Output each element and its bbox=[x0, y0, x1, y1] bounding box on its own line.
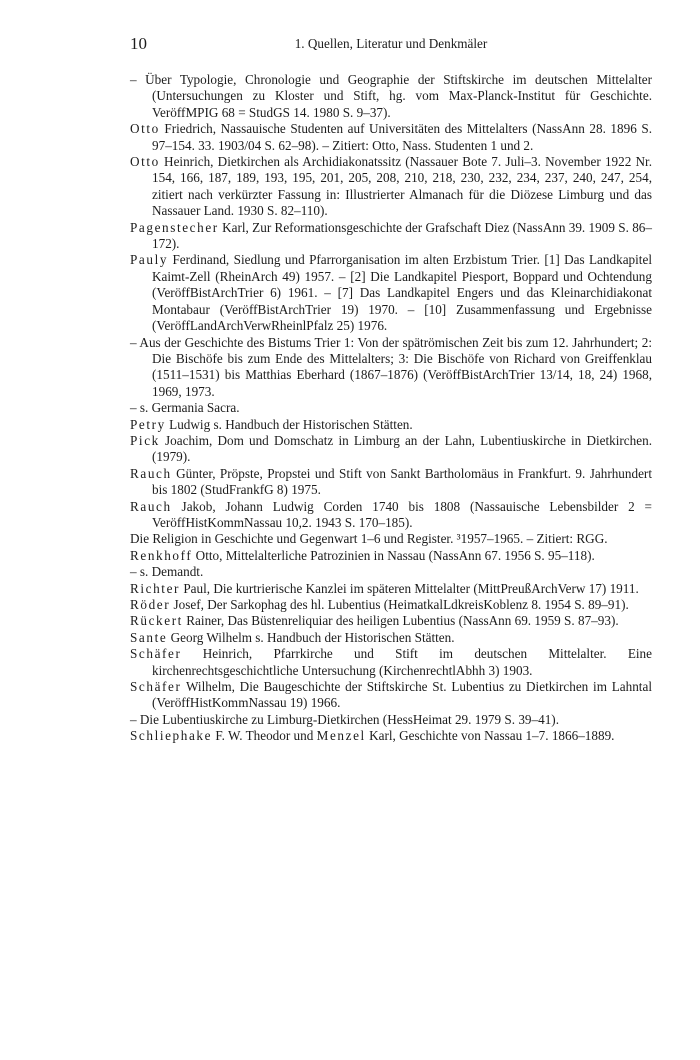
bibliography-entry bbox=[130, 630, 652, 646]
entry-author: Röder bbox=[130, 597, 171, 612]
bibliography-entry bbox=[130, 597, 652, 613]
entry-text: Georg Wilhelm s. Handbuch der Historischen Stätten. bbox=[167, 629, 455, 645]
entry-text: Heinrich, Pfarrkirche und Stift im deutschen Mittelalter. Eine kirchenrechtsgeschichtliche Untersuchung (KirchenrechtlAbhh 3) 1903. bbox=[152, 646, 652, 678]
bibliography-entry bbox=[130, 728, 652, 744]
entry-text: Josef, Der Sarkophag des hl. Lubentius (HeimatkalLdkreisKoblenz 8. 1954 S. 89–91). bbox=[170, 597, 629, 612]
bibliography-entry bbox=[130, 564, 652, 580]
entry-text: – s. Germania Sacra. bbox=[130, 400, 240, 416]
entry-author: Petry bbox=[130, 416, 166, 432]
entry-text-continued: Karl, Geschichte von Nassau 1–7. 1866–1889. bbox=[365, 728, 615, 744]
entry-text: Karl, Zur Reformationsgeschichte der Grafschaft Diez (NassAnn 39. 1909 S. 86–172). bbox=[152, 219, 652, 252]
bibliography-entry bbox=[130, 154, 652, 220]
bibliography-entry bbox=[130, 646, 652, 679]
bibliography-list bbox=[130, 72, 652, 745]
entry-text: Rainer, Das Büstenreliquiar des heiligen Lubentius (NassAnn 69. 1959 S. 87–93). bbox=[182, 613, 619, 629]
entry-text: Friedrich, Nassauische Studenten auf Universitäten des Mittelalters (NassAnn 28. 1896 S. 97–154. 33. 1903/04 S. 62–98). – Zitiert: Otto, Nass. Studenten 1 und 2. bbox=[152, 121, 652, 153]
entry-author: Schäfer bbox=[130, 646, 182, 662]
entry-author: Rauch bbox=[130, 465, 172, 481]
bibliography-entry bbox=[130, 712, 652, 728]
bibliography-entry bbox=[130, 417, 652, 433]
entry-text: F. W. Theodor und bbox=[212, 728, 317, 744]
entry-text: Wilhelm, Die Baugeschichte der Stiftskirche St. Lubentius zu Dietkirchen im Lahntal (VeröffHistKommNassau 19) 1966. bbox=[152, 679, 652, 711]
bibliography-entry bbox=[130, 220, 652, 253]
entry-text: – Über Typologie, Chronologie und Geographie der Stiftskirche im deutschen Mittelalter (Untersuchungen zu Kloster und Stift, hg. vom Max-Planck-Institut für Geschichte. VeröffMPIG 68 = StudGS 14. 1980 S. 9–37). bbox=[130, 72, 652, 120]
entry-coauthor: Menzel bbox=[316, 728, 366, 744]
entry-text: – Die Lubentiuskirche zu Limburg-Dietkirchen (HessHeimat 29. 1979 S. 39–41). bbox=[130, 711, 559, 727]
entry-text: Joachim, Dom und Domschatz in Limburg an der Lahn, Lubentiuskirche in Dietkirchen. (1979). bbox=[152, 432, 652, 465]
bibliography-entry bbox=[130, 613, 652, 629]
entry-author: Rauch bbox=[130, 498, 172, 514]
entry-text: Günter, Pröpste, Propstei und Stift von Sankt Bartholomäus in Frankfurt. 9. Jahrhundert bis 1802 (StudFrankfG 8) 1975. bbox=[152, 465, 652, 498]
bibliography-entry bbox=[130, 72, 652, 121]
entry-author: Pauly bbox=[130, 252, 169, 268]
entry-author: Pick bbox=[130, 432, 160, 448]
entry-text: Die Religion in Geschichte und Gegenwart 1–6 und Register. ³1957–1965. – Zitiert: RGG. bbox=[130, 531, 608, 547]
entry-author: Rückert bbox=[130, 613, 183, 629]
entry-author: Sante bbox=[130, 629, 168, 645]
bibliography-entry bbox=[130, 548, 652, 564]
entry-text: Ludwig s. Handbuch der Historischen Stätten. bbox=[165, 416, 413, 432]
bibliography-entry bbox=[130, 335, 652, 401]
running-head: 1. Quellen, Literatur und Denkmäler bbox=[294, 36, 488, 51]
bibliography-entry bbox=[130, 581, 652, 597]
bibliography-entry bbox=[130, 499, 652, 532]
entry-author: Schliephake bbox=[130, 728, 213, 744]
entry-text: Heinrich, Dietkirchen als Archidiakonatssitz (Nassauer Bote 7. Juli–3. November 1922 Nr. 154, 166, 187, 189, 193, 195, 201, 205, 208, 210, 218, 230, 232, 234, 237, 240, 247, 254, zitiert nach verkürzter Fassung in: Illustrierter Almanach für die Diözese Limburg und das Nassauer Land. 1930 S. 82–110). bbox=[152, 154, 652, 219]
entry-author: Otto bbox=[130, 154, 160, 170]
bibliography-entry bbox=[130, 252, 652, 334]
entry-text: – Aus der Geschichte des Bistums Trier 1: Von der spätrömischen Zeit bis zum 12. Jahrhundert; 2: Die Bischöfe bis zum Ende des Mittelalters; 3: Die Bischöfe von Richard von Greiffenklau (1511–1531) bis Matthias Eberhard (1867–1876) (VeröffBistArchTrier 13/14, 18, 24) 1968, 1969, 1973. bbox=[130, 334, 652, 399]
bibliography-entry bbox=[130, 679, 652, 712]
bibliography-entry bbox=[130, 121, 652, 154]
entry-author: Richter bbox=[130, 580, 181, 596]
page-number: 10 bbox=[130, 34, 147, 53]
entry-text: Ferdinand, Siedlung und Pfarrorganisation im alten Erzbistum Trier. [1] Das Landkapitel Kaimt-Zell (RheinArch 49) 1957. – [2] Die Landkapitel Piesport, Boppard und Ochtendung (VeröffBistArchTrier 6) 1961. – [7] Das Landkapitel Engers und das Kleinarchidiakonat Montabaur (VeröffBistArchTrier 19) 1970. – [10] Zusammenfassung und Ergebnisse (VeröffLandArchVerwRheinlPfalz 25) 1976. bbox=[152, 252, 652, 334]
bibliography-entry bbox=[130, 531, 652, 547]
bibliography-entry bbox=[130, 466, 652, 499]
entry-text: – s. Demandt. bbox=[130, 564, 204, 580]
entry-text: Jakob, Johann Ludwig Corden 1740 bis 1808 (Nassauische Lebensbilder 2 = VeröffHistKommNassau 10,2. 1943 S. 170–185). bbox=[152, 498, 652, 530]
entry-text: Paul, Die kurtrierische Kanzlei im späteren Mittelalter (MittPreußArchVerw 17) 1911. bbox=[180, 580, 639, 596]
entry-author: Otto bbox=[130, 121, 160, 137]
bibliography-entry bbox=[130, 433, 652, 466]
entry-text: Otto, Mittelalterliche Patrozinien in Nassau (NassAnn 67. 1956 S. 95–118). bbox=[192, 547, 595, 563]
entry-author: Schäfer bbox=[130, 679, 182, 695]
entry-author: Renkhoff bbox=[130, 547, 193, 563]
entry-author: Pagenstecher bbox=[130, 219, 219, 235]
bibliography-entry bbox=[130, 400, 652, 416]
